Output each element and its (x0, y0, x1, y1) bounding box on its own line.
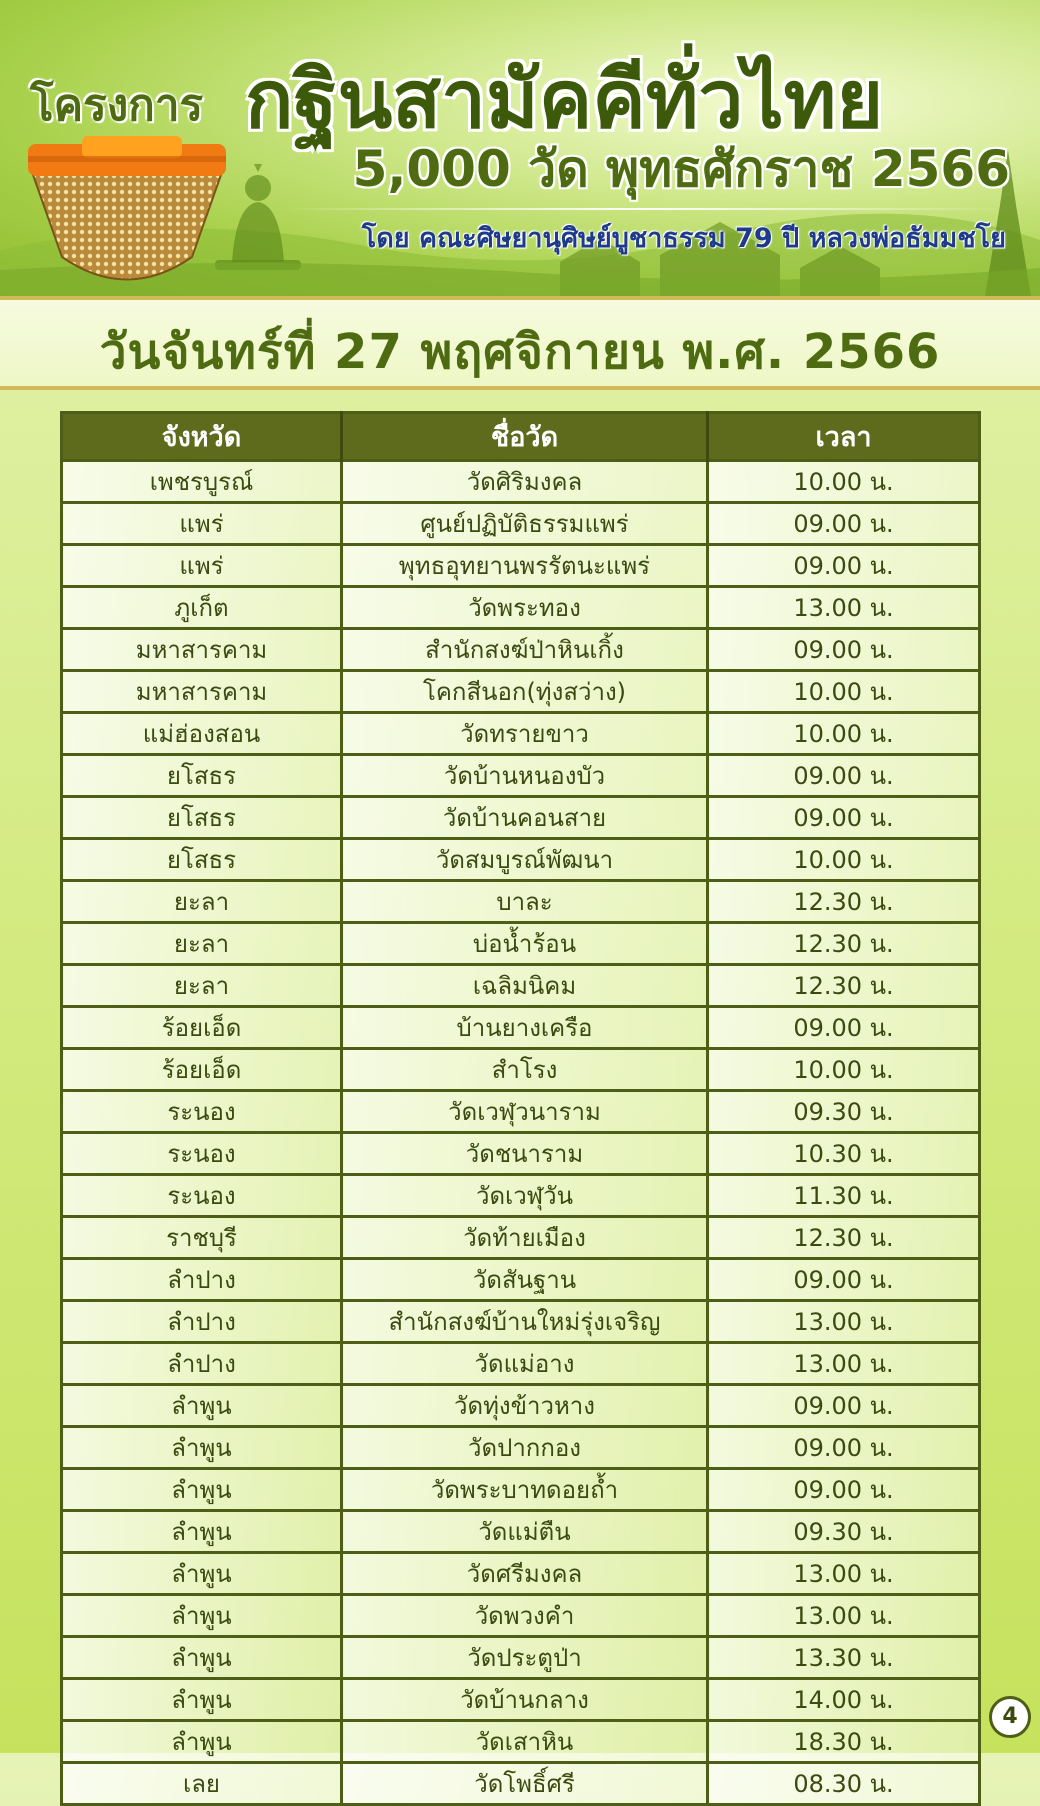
table-row (62, 1637, 980, 1679)
table-row (62, 1301, 980, 1343)
province-cell: ระนอง (62, 1133, 342, 1175)
table-row (62, 1511, 980, 1553)
temple-name-cell: สำนักสงฆ์ป่าหินเกิ้ง (342, 629, 708, 671)
temple-name-cell: วัดปากกอง (342, 1427, 708, 1469)
province-cell: ลำปาง (62, 1259, 342, 1301)
table-row (62, 1469, 980, 1511)
table-header (62, 413, 980, 461)
temple-name-cell: วัดเวฬุวนาราม (342, 1091, 708, 1133)
province-cell: ลำพูน (62, 1511, 342, 1553)
temple-name-cell: วัดสันฐาน (342, 1259, 708, 1301)
table-row (62, 1721, 980, 1763)
province-cell: ร้อยเอ็ด (62, 1049, 342, 1091)
temple-name-cell: วัดบ้านคอนสาย (342, 797, 708, 839)
column-header-temple: ชื่อวัด (342, 413, 708, 461)
time-cell: 10.00 น. (708, 839, 980, 881)
time-cell: 18.30 น. (708, 1721, 980, 1763)
time-cell: 13.00 น. (708, 1301, 980, 1343)
time-cell: 13.00 น. (708, 587, 980, 629)
temple-name-cell: วัดบ้านกลาง (342, 1679, 708, 1721)
schedule-table (60, 411, 981, 1806)
table-row (62, 923, 980, 965)
temple-name-cell: วัดชนาราม (342, 1133, 708, 1175)
temple-name-cell: วัดประตูป่า (342, 1637, 708, 1679)
temple-name-cell: สำนักสงฆ์บ้านใหม่รุ่งเจริญ (342, 1301, 708, 1343)
temple-name-cell: วัดท้ายเมือง (342, 1217, 708, 1259)
table-row (62, 839, 980, 881)
time-cell: 10.30 น. (708, 1133, 980, 1175)
province-cell: แม่ฮ่องสอน (62, 713, 342, 755)
province-cell: ราชบุรี (62, 1217, 342, 1259)
temple-name-cell: สำโรง (342, 1049, 708, 1091)
time-cell: 12.30 น. (708, 881, 980, 923)
province-cell: ยโสธร (62, 839, 342, 881)
province-cell: ลำพูน (62, 1721, 342, 1763)
table-row (62, 1217, 980, 1259)
province-cell: ลำพูน (62, 1385, 342, 1427)
table-row (62, 545, 980, 587)
province-cell: ร้อยเอ็ด (62, 1007, 342, 1049)
table-row (62, 1175, 980, 1217)
time-cell: 09.00 น. (708, 1259, 980, 1301)
table-row (62, 671, 980, 713)
temple-name-cell: วัดแม่อาง (342, 1343, 708, 1385)
table-row (62, 1553, 980, 1595)
time-cell: 13.00 น. (708, 1595, 980, 1637)
time-cell: 11.30 น. (708, 1175, 980, 1217)
time-cell: 09.00 น. (708, 1469, 980, 1511)
province-cell: ภูเก็ต (62, 587, 342, 629)
temple-name-cell: วัดพวงคำ (342, 1595, 708, 1637)
province-cell: ยะลา (62, 923, 342, 965)
temple-name-cell: วัดเสาหิน (342, 1721, 708, 1763)
time-cell: 09.00 น. (708, 755, 980, 797)
time-cell: 12.30 น. (708, 1217, 980, 1259)
schedule-table-container (60, 411, 978, 1806)
page-number: 4 (989, 1696, 1031, 1738)
kathina-robe-icon (22, 132, 232, 292)
time-cell: 09.00 น. (708, 1427, 980, 1469)
subtitle-divider (280, 208, 1005, 210)
table-row (62, 1385, 980, 1427)
time-cell: 14.00 น. (708, 1679, 980, 1721)
time-cell: 10.00 น. (708, 713, 980, 755)
temple-name-cell: พุทธอุทยานพรรัตนะแพร่ (342, 545, 708, 587)
column-header-time: เวลา (708, 413, 980, 461)
table-row (62, 461, 980, 503)
temple-name-cell: วัดทุ่งข้าวหาง (342, 1385, 708, 1427)
temple-name-cell: บาละ (342, 881, 708, 923)
page-title: กฐินสามัคคีทั่วไทย (245, 53, 884, 146)
province-cell: ลำปาง (62, 1343, 342, 1385)
province-cell: ลำพูน (62, 1679, 342, 1721)
time-cell: 09.00 น. (708, 629, 980, 671)
time-cell: 09.00 น. (708, 503, 980, 545)
province-cell: มหาสารคาม (62, 671, 342, 713)
time-cell: 12.30 น. (708, 965, 980, 1007)
province-cell: ยโสธร (62, 755, 342, 797)
province-cell: เพชรบูรณ์ (62, 461, 342, 503)
temple-name-cell: วัดสมบูรณ์พัฒนา (342, 839, 708, 881)
province-cell: ระนอง (62, 1175, 342, 1217)
province-cell: ลำพูน (62, 1637, 342, 1679)
table-row (62, 1763, 980, 1805)
time-cell: 13.00 น. (708, 1343, 980, 1385)
time-cell: 09.30 น. (708, 1511, 980, 1553)
time-cell: 09.30 น. (708, 1091, 980, 1133)
temple-name-cell: วัดเวฬุวัน (342, 1175, 708, 1217)
table-row (62, 1259, 980, 1301)
table-row (62, 1595, 980, 1637)
header-banner (0, 0, 1040, 296)
column-header-province: จังหวัด (62, 413, 342, 461)
time-cell: 09.00 น. (708, 797, 980, 839)
temple-name-cell: วัดศรีมงคล (342, 1553, 708, 1595)
page-subtitle: 5,000 วัด พุทธศักราช 2566 (352, 140, 1010, 198)
province-cell: ยะลา (62, 881, 342, 923)
table-row (62, 713, 980, 755)
temple-name-cell: วัดพระทอง (342, 587, 708, 629)
time-cell: 10.00 น. (708, 1049, 980, 1091)
table-body (62, 461, 980, 1805)
table-row (62, 797, 980, 839)
temple-name-cell: ศูนย์ปฏิบัติธรรมแพร่ (342, 503, 708, 545)
temple-name-cell: โคกสีนอก(ทุ่งสว่าง) (342, 671, 708, 713)
table-row (62, 1091, 980, 1133)
province-cell: มหาสารคาม (62, 629, 342, 671)
province-cell: เลย (62, 1763, 342, 1805)
table-row (62, 1133, 980, 1175)
table-row (62, 1007, 980, 1049)
table-row (62, 1049, 980, 1091)
time-cell: 10.00 น. (708, 671, 980, 713)
date-banner (0, 296, 1040, 390)
temple-name-cell: เฉลิมนิคม (342, 965, 708, 1007)
time-cell: 13.30 น. (708, 1637, 980, 1679)
temple-name-cell: วัดบ้านหนองบัว (342, 755, 708, 797)
province-cell: ยโสธร (62, 797, 342, 839)
temple-name-cell: วัดศิริมงคล (342, 461, 708, 503)
time-cell: 12.30 น. (708, 923, 980, 965)
temple-name-cell: วัดแม่ตืน (342, 1511, 708, 1553)
time-cell: 10.00 น. (708, 461, 980, 503)
province-cell: ลำพูน (62, 1553, 342, 1595)
title-prefix: โครงการ (30, 80, 204, 131)
time-cell: 08.30 น. (708, 1763, 980, 1805)
temple-name-cell: วัดพระบาทดอยถ้ำ (342, 1469, 708, 1511)
province-cell: ลำพูน (62, 1469, 342, 1511)
table-row (62, 965, 980, 1007)
byline: โดย คณะศิษยานุศิษย์บูชาธรรม 79 ปี หลวงพ่อธัมมชโย (361, 223, 1006, 254)
table-row (62, 881, 980, 923)
temple-name-cell: บ่อน้ำร้อน (342, 923, 708, 965)
table-row (62, 1679, 980, 1721)
temple-name-cell: บ้านยางเครือ (342, 1007, 708, 1049)
province-cell: แพร่ (62, 503, 342, 545)
table-row (62, 1343, 980, 1385)
date-text: วันจันทร์ที่ 27 พฤศจิกายน พ.ศ. 2566 (99, 324, 941, 380)
table-row (62, 587, 980, 629)
province-cell: แพร่ (62, 545, 342, 587)
time-cell: 09.00 น. (708, 545, 980, 587)
time-cell: 09.00 น. (708, 1007, 980, 1049)
temple-name-cell: วัดทรายขาว (342, 713, 708, 755)
table-row (62, 1427, 980, 1469)
time-cell: 13.00 น. (708, 1553, 980, 1595)
time-cell: 09.00 น. (708, 1385, 980, 1427)
temple-name-cell: วัดโพธิ์ศรี (342, 1763, 708, 1805)
province-cell: ลำพูน (62, 1595, 342, 1637)
province-cell: ลำพูน (62, 1427, 342, 1469)
province-cell: ยะลา (62, 965, 342, 1007)
province-cell: ระนอง (62, 1091, 342, 1133)
table-row (62, 503, 980, 545)
province-cell: ลำปาง (62, 1301, 342, 1343)
table-row (62, 755, 980, 797)
table-row (62, 629, 980, 671)
